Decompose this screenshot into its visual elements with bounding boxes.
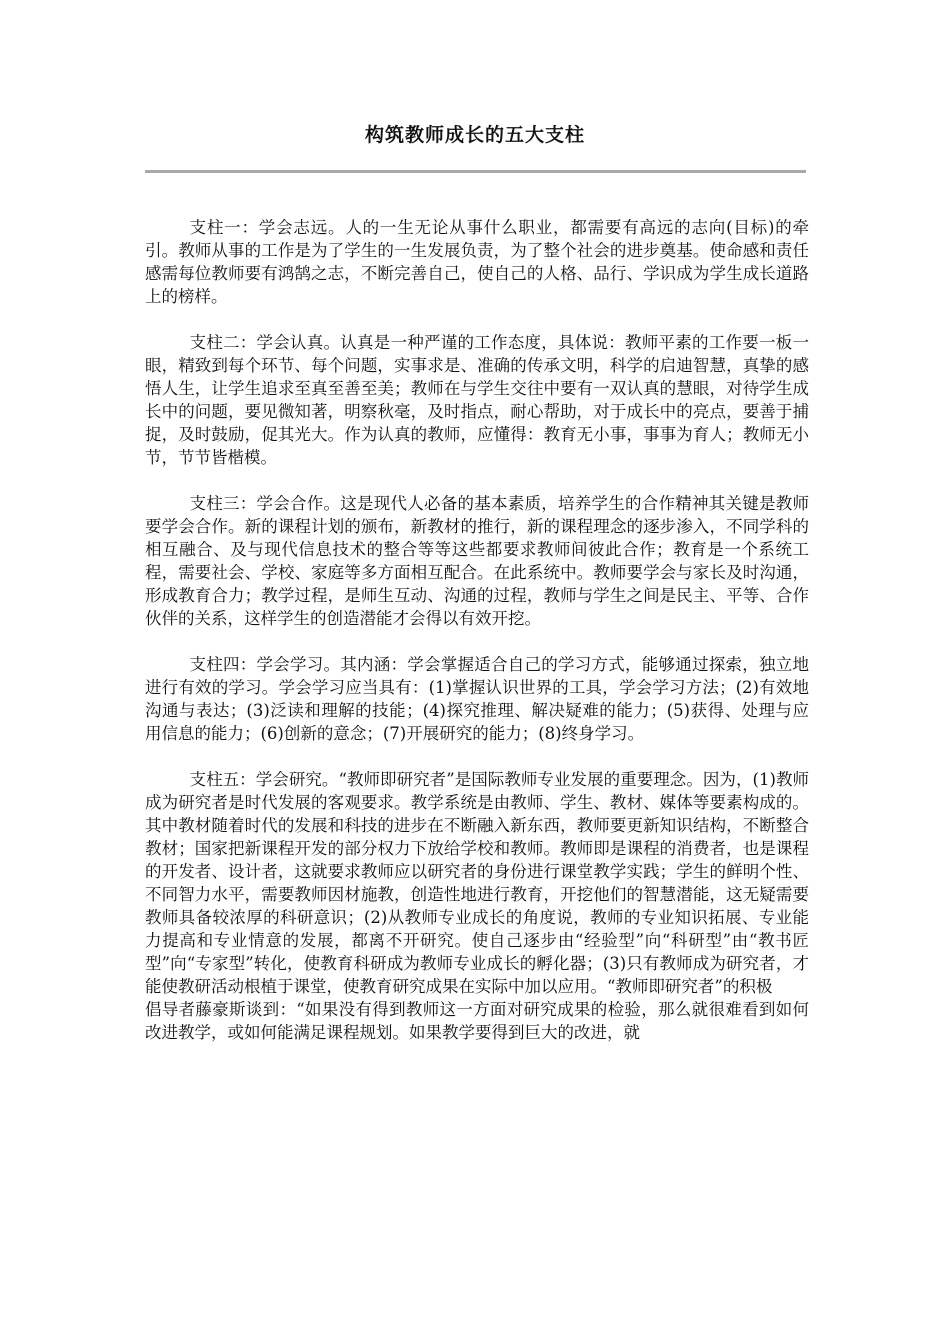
paragraph-pillar-3: 支柱三：学会合作。这是现代人必备的基本素质，培养学生的合作精神其关键是教师要学会合作。新的课程计划的颁布，新教材的推行，新的课程理念的逐步渗入，不同学科的相互融合、及与现代信息技术的整合等等这些都要求教师间彼此合作；教育是一个系统工程，需要社会、学校、家庭等多方面相互配合。在此系统中。教师要学会与家长及时沟通，形成教育合力；教学过程，是师生互动、沟通的过程，教师与学生之间是民主、平等、合作伙伴的关系，这样学生的创造潜能才会得以有效开挖。 — [145, 494, 809, 628]
title-divider — [145, 170, 806, 173]
paragraph-pillar-1: 支柱一：学会志远。人的一生无论从事什么职业，都需要有高远的志向(目标)的牵引。教师从事的工作是为了学生的一生发展负责，为了整个社会的进步奠基。使命感和责任感需每位教师要有鸿鹄之志，不断完善自己，使自己的人格、品行、学识成为学生成长道路上的榜样。 — [145, 218, 809, 306]
document-title: 构筑教师成长的五大支柱 — [364, 124, 585, 146]
document-body — [145, 216, 809, 1044]
paragraph-pillar-2: 支柱二：学会认真。认真是一种严谨的工作态度，具体说：教师平素的工作要一板一眼，精致到每个环节、每个问题，实事求是、准确的传承文明，科学的启迪智慧，真挚的感悟人生，让学生追求至真至善至美；教师在与学生交往中要有一双认真的慧眼，对待学生成长中的问题，要见微知著，明察秋毫，及时指点，耐心帮助，对于成长中的亮点，要善于捕捉，及时鼓励，促其光大。作为认真的教师，应懂得：教育无小事，事事为育人；教师无小节，节节皆楷模。 — [145, 333, 809, 467]
paragraph-pillar-5: 支柱五：学会研究。“教师即研究者”是国际教师专业发展的重要理念。因为，(1)教师成为研究者是时代发展的客观要求。教学系统是由教师、学生、教材、媒体等要素构成的。其中教材随着时代的发展和科技的进步在不断融入新东西，教师要更新知识结构，不断整合教材；国家把新课程开发的部分权力下放给学校和教师。教师即是课程的消费者，也是课程的开发者、设计者，这就要求教师应以研究者的身份进行课堂教学实践；学生的鲜明个性、不同智力水平，需要教师因材施教，创造性地进行教育，开挖他们的智慧潜能，这无疑需要教师具备较浓厚的科研意识；(2)从教师专业成长的角度说，教师的专业知识拓展、专业能力提高和专业情意的发展，都离不开研究。使自己逐步由“经验型”向“科研型”由“教书匠型”向“专家型”转化，使教育科研成为教师专业成长的孵化器；(3)只有教师成为研究者，才能使教研活动根植于课堂，使教育研究成果在实际中加以应用。“教师即研究者”的积极 — [145, 770, 809, 996]
paragraph-pillar-4: 支柱四：学会学习。其内涵：学会掌握适合自己的学习方式，能够通过探索，独立地进行有效的学习。学会学习应当具有：(1)掌握认识世界的工具，学会学习方法；(2)有效地沟通与表达；(3)泛读和理解的技能；(4)探究推理、解决疑难的能力；(5)获得、处理与应用信息的能力；(6)创新的意念；(7)开展研究的能力；(8)终身学习。 — [145, 655, 809, 743]
paragraph-pillar-5-continued: 倡导者藤豪斯谈到：“如果没有得到教师这一方面对研究成果的检验，那么就很难看到如何改进教学，或如何能满足课程规划。如果教学要得到巨大的改进，就 — [145, 1000, 809, 1042]
